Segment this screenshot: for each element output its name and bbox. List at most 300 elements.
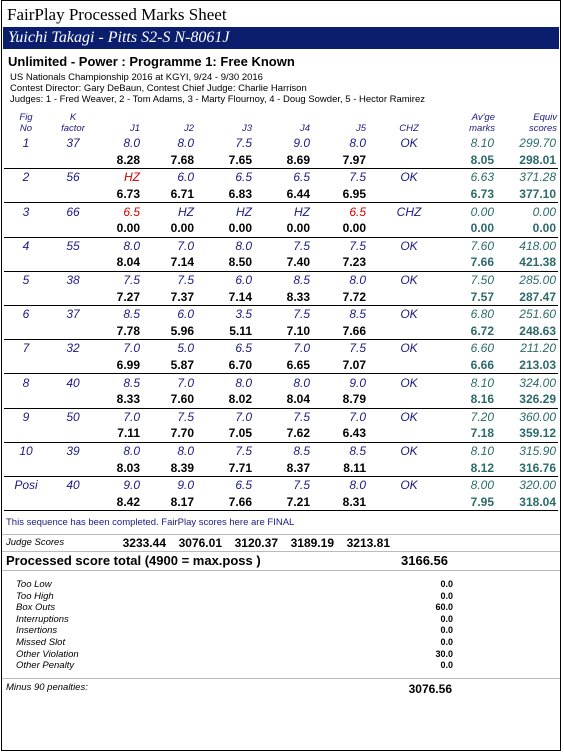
- processed-average: 0.00: [440, 220, 496, 237]
- figure-number: 3: [22, 204, 30, 219]
- judge-score: 3189.19: [290, 536, 334, 551]
- judge-processed-mark: 8.50: [206, 254, 264, 271]
- average-mark: 6.63: [470, 170, 494, 185]
- judge-processed-mark: 7.97: [322, 152, 378, 169]
- penalty-value: 30.0: [435, 648, 453, 659]
- processed-average: 6.66: [440, 357, 496, 374]
- judge-processed-mark: 7.14: [206, 288, 264, 305]
- penalty-label: Box Outs: [16, 602, 56, 614]
- judge-processed-mark: 8.03: [98, 459, 152, 476]
- figure-number: 7: [22, 341, 30, 356]
- spacer-cell: [378, 254, 440, 271]
- chz-status: OK: [400, 409, 418, 424]
- judge-raw-mark: 7.0: [349, 409, 366, 424]
- judge-raw-mark: 7.5: [293, 478, 310, 493]
- processed-average: 8.05: [440, 152, 496, 169]
- spacer-cell: [48, 220, 98, 237]
- spacer-cell: [4, 425, 48, 442]
- judge-processed-mark: 8.42: [98, 493, 152, 510]
- col-avg-header: Av'ge marks: [469, 112, 495, 134]
- spacer-cell: [4, 357, 48, 374]
- judge-raw-mark: 8.0: [177, 136, 194, 151]
- figure-processed-row: [4, 323, 558, 340]
- judge-processed-mark: 0.00: [206, 220, 264, 237]
- judge-raw-mark: 7.0: [293, 341, 310, 356]
- processed-equiv: 316.76: [496, 459, 558, 476]
- equiv-score: 251.60: [519, 307, 556, 322]
- k-factor: 37: [66, 136, 80, 151]
- judge-raw-mark: 7.5: [177, 273, 194, 288]
- figure-number: 1: [22, 136, 30, 151]
- judge-raw-mark: 6.5: [235, 170, 252, 185]
- penalty-value: 0.0: [440, 660, 453, 671]
- figure-raw-row: [4, 408, 558, 425]
- average-mark: 7.60: [470, 238, 494, 253]
- average-mark: 6.60: [470, 341, 494, 356]
- judge-processed-mark: 8.33: [98, 391, 152, 408]
- spacer-cell: [48, 288, 98, 305]
- k-factor: 40: [66, 375, 80, 390]
- processed-total-row: [2, 552, 560, 571]
- average-mark: 8.10: [470, 443, 494, 458]
- contest-info: [2, 69, 560, 105]
- penalty-label: Too Low: [16, 579, 52, 591]
- info-line: US Nationals Championship 2016 at KGYI, 9/24 - 9/30 2016: [10, 72, 263, 83]
- processed-total-label: Processed score total (4900 = max.poss ): [6, 553, 261, 569]
- figure-number: 5: [22, 273, 30, 288]
- page-title: FairPlay Processed Marks Sheet: [7, 5, 227, 24]
- judge-score: 3076.01: [178, 536, 222, 551]
- judge-raw-mark: 7.5: [293, 307, 310, 322]
- spacer-cell: [378, 425, 440, 442]
- judge-processed-mark: 6.95: [322, 186, 378, 203]
- marks-body: [4, 135, 558, 511]
- equiv-score: 320.00: [519, 478, 556, 493]
- penalty-row: [16, 579, 560, 591]
- processed-average: 8.12: [440, 459, 496, 476]
- penalty-value: 0.0: [440, 625, 453, 636]
- processed-average: 7.18: [440, 425, 496, 442]
- k-factor: 56: [66, 170, 80, 185]
- penalty-label: Interruptions: [16, 613, 69, 625]
- judge-processed-mark: 5.96: [152, 323, 206, 340]
- judge-processed-mark: 8.02: [206, 391, 264, 408]
- col-k-header: K factor: [61, 112, 85, 134]
- figure-raw-row: [4, 476, 558, 493]
- judge-processed-mark: 0.00: [98, 220, 152, 237]
- judge-raw-mark: 8.0: [235, 375, 252, 390]
- col-j5-header: J5: [355, 123, 366, 134]
- figure-raw-row: [4, 340, 558, 357]
- spacer-cell: [378, 220, 440, 237]
- penalty-value: 0.0: [440, 613, 453, 624]
- spacer-cell: [378, 493, 440, 510]
- processed-equiv: 318.04: [496, 493, 558, 510]
- col-chz-header: CHZ: [399, 123, 419, 134]
- judge-processed-mark: 8.33: [264, 288, 322, 305]
- average-mark: 7.20: [470, 409, 494, 424]
- judge-processed-mark: 0.00: [322, 220, 378, 237]
- judge-raw-mark: 7.0: [177, 238, 194, 253]
- chz-status: OK: [400, 136, 418, 151]
- judge-processed-mark: 7.71: [206, 459, 264, 476]
- judge-processed-mark: 7.37: [152, 288, 206, 305]
- judge-raw-mark: 9.0: [349, 375, 366, 390]
- spacer-cell: [48, 323, 98, 340]
- equiv-score: 299.70: [519, 136, 556, 151]
- judge-raw-mark: 8.0: [123, 443, 140, 458]
- judge-raw-mark: 8.5: [123, 307, 140, 322]
- judge-processed-mark: 7.68: [152, 152, 206, 169]
- judge-raw-mark: 7.5: [349, 170, 366, 185]
- net-score-value: 3076.56: [408, 681, 452, 696]
- judge-processed-mark: 7.70: [152, 425, 206, 442]
- processed-equiv: 359.12: [496, 425, 558, 442]
- average-mark: 7.50: [470, 273, 494, 288]
- spacer-cell: [48, 391, 98, 408]
- judge-processed-mark: 7.10: [264, 323, 322, 340]
- judge-processed-mark: 7.23: [322, 254, 378, 271]
- figure-processed-row: [4, 220, 558, 237]
- penalty-label: Insertions: [16, 625, 58, 637]
- penalty-row: [16, 614, 560, 626]
- penalty-label: Too High: [16, 590, 54, 602]
- figure-processed-row: [4, 493, 558, 510]
- judge-processed-mark: 8.17: [152, 493, 206, 510]
- figure-processed-row: [4, 357, 558, 374]
- judge-processed-mark: 7.05: [206, 425, 264, 442]
- spacer-cell: [378, 152, 440, 169]
- judge-raw-mark: 8.0: [123, 136, 140, 151]
- figure-number: 2: [22, 170, 30, 185]
- judge-processed-mark: 7.27: [98, 288, 152, 305]
- judge-raw-mark: 6.0: [177, 307, 194, 322]
- judge-raw-mark: 7.5: [293, 409, 310, 424]
- penalties-list: [2, 571, 560, 672]
- average-mark: 6.80: [470, 307, 494, 322]
- judge-processed-mark: 0.00: [152, 220, 206, 237]
- judge-raw-mark: 6.5: [235, 341, 252, 356]
- judge-raw-mark: HZ: [124, 170, 140, 185]
- chz-status: OK: [400, 307, 418, 322]
- judge-raw-mark: 7.5: [235, 443, 252, 458]
- judge-processed-mark: 5.87: [152, 357, 206, 374]
- col-equiv-header: Equiv scores: [529, 112, 557, 134]
- processed-average: 8.16: [440, 391, 496, 408]
- judge-processed-mark: 7.60: [152, 391, 206, 408]
- spacer-cell: [4, 186, 48, 203]
- penalty-label: Other Penalty: [16, 660, 75, 672]
- judge-raw-mark: 7.5: [123, 273, 140, 288]
- figure-processed-row: [4, 152, 558, 169]
- judge-processed-mark: 7.78: [98, 323, 152, 340]
- figure-number: 6: [22, 307, 30, 322]
- judge-processed-mark: 7.07: [322, 357, 378, 374]
- chz-status: OK: [400, 443, 418, 458]
- figure-raw-row: [4, 442, 558, 459]
- spacer-cell: [4, 254, 48, 271]
- k-factor: 55: [66, 238, 80, 253]
- figure-raw-row: [4, 169, 558, 186]
- penalty-value: 0.0: [440, 579, 453, 590]
- penalty-value: 0.0: [440, 637, 453, 648]
- sequence-title: Unlimited - Power : Programme 1: Free Known: [8, 54, 295, 69]
- judge-raw-mark: 8.0: [293, 375, 310, 390]
- processed-equiv: 0.00: [496, 220, 558, 237]
- judge-processed-mark: 6.44: [264, 186, 322, 203]
- judge-raw-mark: 8.5: [123, 375, 140, 390]
- spacer-cell: [378, 391, 440, 408]
- spacer-cell: [48, 459, 98, 476]
- average-mark: 0.00: [470, 204, 494, 219]
- penalty-value: 0.0: [440, 590, 453, 601]
- chz-status: OK: [400, 273, 418, 288]
- judge-raw-mark: 7.5: [235, 136, 252, 151]
- judge-raw-mark: 6.5: [123, 204, 140, 219]
- k-factor: 37: [66, 307, 80, 322]
- judge-raw-mark: 3.5: [235, 307, 252, 322]
- judge-raw-mark: 7.0: [235, 409, 252, 424]
- judge-processed-mark: 0.00: [264, 220, 322, 237]
- equiv-score: 211.20: [520, 341, 556, 356]
- spacer-cell: [4, 459, 48, 476]
- spacer-cell: [378, 357, 440, 374]
- judge-raw-mark: HZ: [236, 204, 252, 219]
- col-fig-header: Fig No: [19, 112, 33, 134]
- k-factor: 32: [66, 341, 80, 356]
- figure-processed-row: [4, 391, 558, 408]
- figure-processed-row: [4, 254, 558, 271]
- judge-raw-mark: HZ: [178, 204, 194, 219]
- judge-raw-mark: 8.0: [349, 273, 366, 288]
- average-mark: 8.10: [470, 136, 494, 151]
- figure-processed-row: [4, 459, 558, 476]
- penalty-value: 60.0: [435, 602, 453, 613]
- processed-equiv: 326.29: [496, 391, 558, 408]
- figure-raw-row: [4, 374, 558, 391]
- k-factor: 39: [66, 443, 80, 458]
- figure-processed-row: [4, 288, 558, 305]
- chz-status: OK: [400, 478, 418, 493]
- k-factor: 38: [66, 273, 80, 288]
- judge-raw-mark: 8.5: [349, 307, 366, 322]
- penalty-row: [16, 625, 560, 637]
- spacer-cell: [378, 459, 440, 476]
- penalty-label: Missed Slot: [16, 637, 66, 649]
- judge-raw-mark: 7.0: [177, 375, 194, 390]
- judge-processed-mark: 6.43: [322, 425, 378, 442]
- average-mark: 8.00: [470, 478, 494, 493]
- info-line: Contest Director: Gary DeBaun, Contest Chief Judge: Charlie Harrison: [10, 83, 307, 94]
- col-j1-header: J1: [129, 123, 140, 134]
- judge-raw-mark: 6.5: [293, 170, 310, 185]
- processed-equiv: 248.63: [496, 323, 558, 340]
- penalty-row: [16, 649, 560, 661]
- spacer-cell: [378, 186, 440, 203]
- penalty-label: Other Violation: [16, 648, 79, 660]
- k-factor: 50: [66, 409, 80, 424]
- equiv-score: 324.00: [519, 375, 556, 390]
- processed-equiv: 377.10: [496, 186, 558, 203]
- judge-raw-mark: 9.0: [123, 478, 140, 493]
- processed-equiv: 213.03: [496, 357, 558, 374]
- judge-processed-mark: 8.04: [264, 391, 322, 408]
- judge-score: 3213.81: [346, 536, 390, 551]
- chz-status: CHZ: [396, 204, 422, 219]
- judge-processed-mark: 7.14: [152, 254, 206, 271]
- judge-processed-mark: 5.11: [206, 323, 264, 340]
- judge-processed-mark: 7.65: [206, 152, 264, 169]
- judge-processed-mark: 7.40: [264, 254, 322, 271]
- figure-raw-row: [4, 305, 558, 322]
- chz-status: OK: [400, 375, 418, 390]
- figure-raw-row: [4, 237, 558, 254]
- col-j4-header: J4: [299, 123, 310, 134]
- processed-average: 6.73: [440, 186, 496, 203]
- penalty-row: [16, 602, 560, 614]
- judge-scores-row: [2, 534, 560, 552]
- figure-number: 9: [22, 409, 30, 424]
- marks-sheet: [1, 0, 561, 751]
- spacer-cell: [378, 323, 440, 340]
- spacer-cell: [4, 391, 48, 408]
- figure-number: 10: [19, 443, 33, 458]
- judge-scores-label: Judge Scores: [6, 537, 65, 549]
- equiv-score: 418.00: [519, 238, 556, 253]
- judge-processed-mark: 8.11: [322, 459, 378, 476]
- marks-table: [4, 111, 558, 511]
- spacer-cell: [4, 152, 48, 169]
- judge-score: 3120.37: [234, 536, 278, 551]
- judge-raw-mark: 6.5: [349, 204, 366, 219]
- judge-processed-mark: 7.62: [264, 425, 322, 442]
- col-j2-header: J2: [183, 123, 194, 134]
- figure-processed-row: [4, 425, 558, 442]
- figure-raw-row: [4, 271, 558, 288]
- processed-average: 7.57: [440, 288, 496, 305]
- info-line: Judges: 1 - Fred Weaver, 2 - Tom Adams, 3 - Marty Flournoy, 4 - Doug Sowder, 5 - Hector Ramirez: [10, 94, 425, 105]
- judge-processed-mark: 8.79: [322, 391, 378, 408]
- processed-average: 7.95: [440, 493, 496, 510]
- judge-raw-mark: HZ: [294, 204, 310, 219]
- k-factor: 66: [66, 204, 80, 219]
- judge-raw-mark: 7.5: [177, 409, 194, 424]
- spacer-cell: [48, 425, 98, 442]
- equiv-score: 0.00: [532, 204, 556, 219]
- penalty-row: [16, 637, 560, 649]
- judge-raw-mark: 6.5: [235, 478, 252, 493]
- penalty-row: [16, 591, 560, 603]
- judge-processed-mark: 6.71: [152, 186, 206, 203]
- judge-raw-mark: 7.0: [123, 341, 140, 356]
- judge-processed-mark: 8.04: [98, 254, 152, 271]
- spacer-cell: [4, 493, 48, 510]
- judge-processed-mark: 6.83: [206, 186, 264, 203]
- judge-processed-mark: 8.28: [98, 152, 152, 169]
- judge-processed-mark: 8.37: [264, 459, 322, 476]
- net-score-label: Minus 90 penalties:: [6, 681, 88, 693]
- penalty-row: [16, 660, 560, 672]
- processed-equiv: 421.38: [496, 254, 558, 271]
- col-j3-header: J3: [241, 123, 252, 134]
- judge-raw-mark: 9.0: [177, 478, 194, 493]
- judge-raw-mark: 6.0: [177, 170, 194, 185]
- judge-processed-mark: 8.39: [152, 459, 206, 476]
- pilot-banner: Yuichi Takagi - Pitts S2-S N-8061J: [3, 27, 559, 49]
- judge-processed-mark: 7.72: [322, 288, 378, 305]
- judge-raw-mark: 9.0: [293, 136, 310, 151]
- processed-equiv: 298.01: [496, 152, 558, 169]
- judge-raw-mark: 5.0: [177, 341, 194, 356]
- spacer-cell: [4, 323, 48, 340]
- equiv-score: 360.00: [519, 409, 556, 424]
- judge-raw-mark: 8.0: [235, 238, 252, 253]
- processed-average: 7.66: [440, 254, 496, 271]
- spacer-cell: [48, 254, 98, 271]
- equiv-score: 285.00: [519, 273, 556, 288]
- spacer-cell: [48, 186, 98, 203]
- judge-raw-mark: 8.0: [177, 443, 194, 458]
- judge-raw-mark: 8.5: [349, 443, 366, 458]
- judge-processed-mark: 7.11: [98, 425, 152, 442]
- judge-processed-mark: 7.66: [322, 323, 378, 340]
- judge-processed-mark: 7.66: [206, 493, 264, 510]
- judge-raw-mark: 8.0: [349, 478, 366, 493]
- spacer-cell: [48, 493, 98, 510]
- judge-processed-mark: 6.73: [98, 186, 152, 203]
- figure-processed-row: [4, 186, 558, 203]
- figure-raw-row: [4, 135, 558, 152]
- net-score-row: [2, 678, 560, 696]
- judge-raw-mark: 7.5: [349, 238, 366, 253]
- judge-processed-mark: 6.65: [264, 357, 322, 374]
- judge-raw-mark: 8.5: [293, 443, 310, 458]
- figure-number: 8: [22, 375, 30, 390]
- judge-raw-mark: 7.0: [123, 409, 140, 424]
- judge-raw-mark: 8.0: [349, 136, 366, 151]
- final-note: This sequence has been completed. FairPlay scores here are FINAL: [6, 517, 295, 529]
- spacer-cell: [48, 152, 98, 169]
- judge-processed-mark: 7.21: [264, 493, 322, 510]
- judge-score: 3233.44: [122, 536, 166, 551]
- judge-raw-mark: 8.5: [293, 273, 310, 288]
- judge-processed-mark: 6.70: [206, 357, 264, 374]
- judge-raw-mark: 8.0: [123, 238, 140, 253]
- k-factor: 40: [66, 478, 80, 493]
- chz-status: OK: [400, 170, 418, 185]
- average-mark: 8.10: [470, 375, 494, 390]
- processed-total-value: 3166.56: [401, 553, 448, 569]
- processed-equiv: 287.47: [496, 288, 558, 305]
- spacer-cell: [4, 220, 48, 237]
- judge-processed-mark: 6.99: [98, 357, 152, 374]
- equiv-score: 371.28: [519, 170, 556, 185]
- spacer-cell: [378, 288, 440, 305]
- chz-status: OK: [400, 341, 418, 356]
- judge-raw-mark: 7.5: [349, 341, 366, 356]
- processed-average: 6.72: [440, 323, 496, 340]
- judge-processed-mark: 8.31: [322, 493, 378, 510]
- equiv-score: 315.90: [519, 443, 556, 458]
- figure-number: 4: [22, 238, 30, 253]
- spacer-cell: [4, 288, 48, 305]
- figure-raw-row: [4, 203, 558, 220]
- table-header-row: [4, 111, 558, 135]
- judge-processed-mark: 8.69: [264, 152, 322, 169]
- figure-number: Posi: [14, 478, 38, 493]
- judge-raw-mark: 7.5: [293, 238, 310, 253]
- chz-status: OK: [400, 238, 418, 253]
